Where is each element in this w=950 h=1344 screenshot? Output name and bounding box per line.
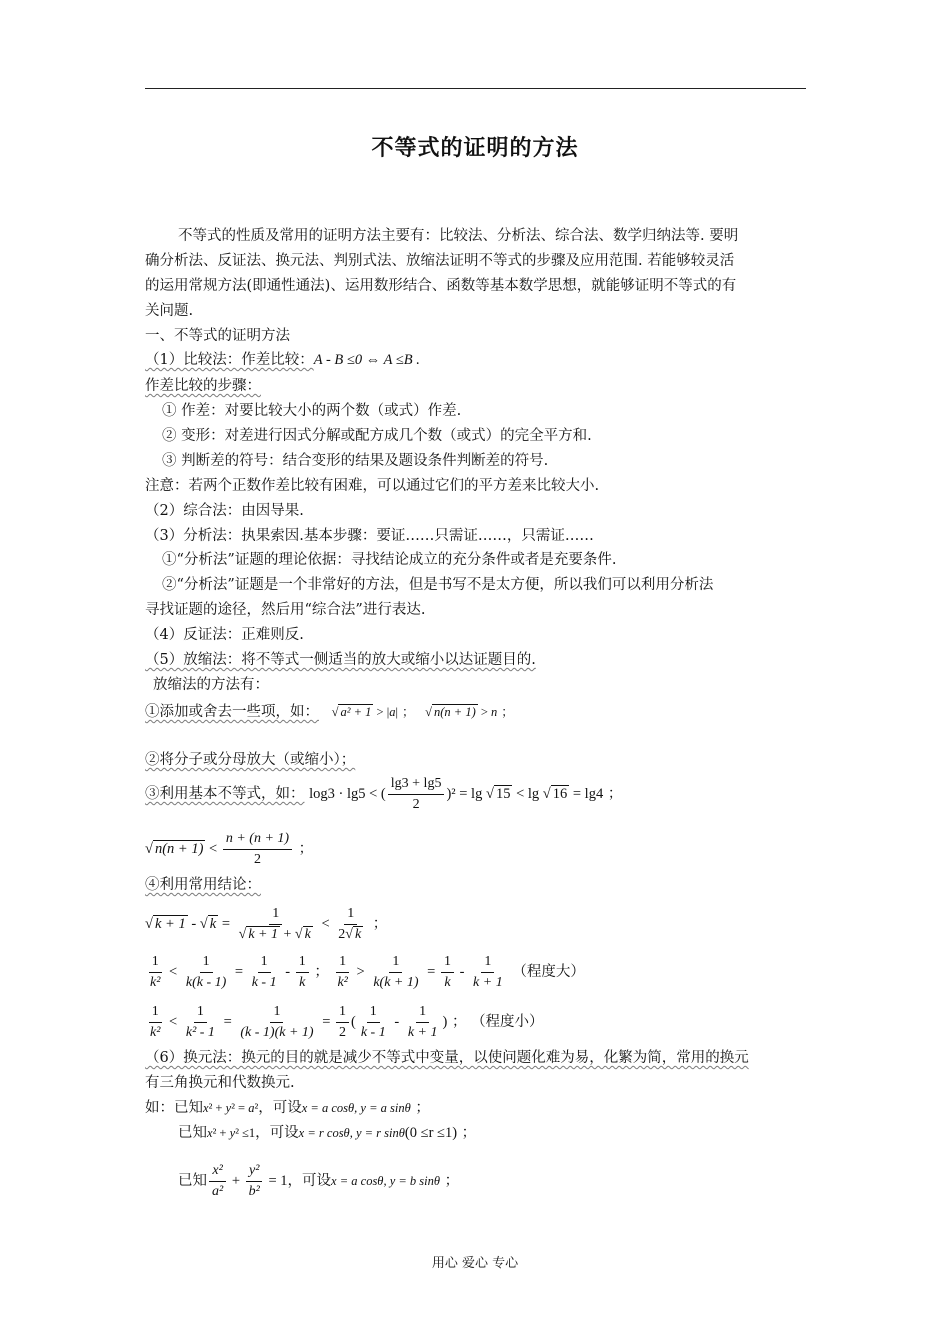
example-3-condition: $\frac{\text{x²}}{\text{a²}}$ + $\frac{\text{y²}}{\text{b²}}$ = 1 <box>207 1173 288 1189</box>
intro-line-2: 确分析法、反证法、换元法、判别式法、放缩法证明不等式的步骤及应用范围. 若能够较灵活 <box>145 253 735 269</box>
example-2-mid: ，可设 <box>255 1125 299 1141</box>
conclusion-3: $\frac{1}{\text{k²}}$ < $\frac{1}{\text{k² - 1}}$ = $\frac{1}{(k - 1)(k + 1)}$ = $\frac{1}{2}$ ( $\frac{1}{k - 1}$ - $\frac{1}{k + 1}$ ) ； （程度小） <box>145 1003 544 1042</box>
scaling-item-1-label: ①添加或舍去一些项，如： <box>145 704 319 720</box>
method-synthesis: （2）综合法：由因导果. <box>145 503 304 519</box>
degree-large: （程度大） <box>512 963 585 980</box>
conclusion-3-formula: $\frac{1}{\text{k²}}$ < $\frac{1}{\text{k² - 1}}$ = $\frac{1}{(k - 1)(k + 1)}$ = $\frac{1}{2}$ ( $\frac{1}{k - 1}$ - $\frac{1}{k + 1}$ ) <box>150 1004 448 1040</box>
method-scaling: （5）放缩法：将不等式一侧适当的放大或缩小以达证题目的. <box>145 652 536 668</box>
example-1b-formula: √ n(n + 1) > n <box>425 705 498 719</box>
page-title: 不等式的证明的方法 <box>371 135 579 161</box>
substitution-example-3: 已知 $\frac{\text{x²}}{\text{a²}}$ + $\frac{\text{y²}}{\text{b²}}$ = 1，可设x = a cosθ, y = b sinθ ； <box>178 1163 460 1199</box>
conclusion-2 <box>145 953 585 992</box>
basic-inequality-formula: log3 · lg5 < ( $\frac{\lg 3 + \lg 5}{2}$ )² = lg √ 15 < lg √ 16 = lg4 <box>309 776 604 812</box>
scaling-subtitle: 放缩法的方法有： <box>153 677 269 693</box>
sqrt-inequality-formula: √ n(n + 1) < $\frac{n + (n + 1)}{2}$ <box>145 841 294 857</box>
method-comparison-label: （1）比较法：作差比较： <box>145 352 314 368</box>
method-substitution-text: （6）换元法：换元的目的就是减少不等式中变量，以使问题化难为易，化繁为简，常用的换元 <box>145 1050 749 1066</box>
section-heading: 一、不等式的证明方法 <box>145 328 290 344</box>
step-2: ② 变形：对差进行因式分解或配方成几个数（或式）的完全平方和. <box>162 428 592 444</box>
method-comparison <box>145 350 420 370</box>
sqrt-inequality: √ n(n + 1) < $\frac{n + (n + 1)}{2}$ ； <box>145 831 314 867</box>
substitution-example-1: 如：已知x² + y² = a²，可设x = a cosθ, y = a sinθ ； <box>145 1100 430 1116</box>
scaling-item-3: ③利用基本不等式，如： log3 · lg5 < ( $\frac{\lg 3 + \lg 5}{2}$ )² = lg √ 15 < lg √ 16 = lg4 ； <box>145 776 623 812</box>
example-2-condition: x² + y² ≤1 <box>207 1126 256 1140</box>
method-analysis: （3）分析法：执果索因.基本步骤：要证……只需证……，只需证…… <box>145 528 594 544</box>
method-contradiction: （4）反证法：正难则反. <box>145 627 304 643</box>
example-1-condition: x² + y² = a² <box>203 1101 259 1115</box>
example-1a-formula: √ a² + 1 > |a| <box>331 705 398 719</box>
analysis-point-2: ②“分析法”证题是一个非常好的方法，但是书写不是太方便，所以我们可以利用分析法 <box>162 577 714 593</box>
example-3-mid: ，可设 <box>287 1172 332 1189</box>
example-1-lead: 如：已知 <box>145 1100 203 1116</box>
example-3-lead: 已知 <box>178 1172 207 1189</box>
degree-small: （程度小） <box>471 1013 544 1030</box>
comparison-formula: A - B ≤0 ⇔ A ≤B . <box>313 352 420 368</box>
example-1-mid: ，可设 <box>258 1100 302 1116</box>
scaling-item-3-label: ③利用基本不等式，如： <box>145 785 305 802</box>
example-3-sub: x = a cosθ, y = b sinθ <box>331 1173 441 1188</box>
conclusion-2-formula: $\frac{1}{\text{k²}}$ < $\frac{1}{k(k - 1)}$ = $\frac{1}{k - 1}$ - $\frac{1}{k}$ ； $\frac{1}{\text{k²}}$ > $\frac{1}{k(k + 1)}$ = $\frac{1}{k}$ - $\frac{1}{k + 1}$ <box>150 954 503 990</box>
header-rule <box>145 88 806 89</box>
analysis-point-2-cont: 寻找证题的途径，然后用“综合法”进行表达. <box>145 602 426 618</box>
method-substitution-cont: 有三角换元和代数换元. <box>145 1075 295 1091</box>
method-substitution <box>145 1048 749 1068</box>
note: 注意：若两个正数作差比较有困难，可以通过它们的平方差来比较大小. <box>145 478 600 494</box>
example-2-lead: 已知 <box>178 1125 207 1141</box>
substitution-example-2: 已知x² + y² ≤1，可设x = r cosθ, y = r sinθ(0 ≤r ≤1) ； <box>178 1125 477 1141</box>
conclusion-1: √ k + 1 - √ k = $\frac{1}{√ k + 1 + √ k}$ < $\frac{1}{2√ k}$ ； <box>145 906 388 942</box>
page-footer: 用心 爱心 专心 <box>431 1256 519 1271</box>
scaling-item-4: ④利用常用结论： <box>145 877 261 893</box>
intro-line-3: 的运用常规方法(即通性通法)、运用数形结合、函数等基本数学思想，就能够证明不等式的有 <box>145 278 737 294</box>
scaling-item-1: ①添加或舍去一些项，如： √ a² + 1 > |a| ； √ n(n + 1) > n ； <box>145 704 514 720</box>
steps-title: 作差比较的步骤： <box>145 378 261 394</box>
conclusion-1-formula: √ k + 1 - √ k = $\frac{1}{√ k + 1 + √ k}$ < $\frac{1}{2√ k}$ <box>145 906 362 942</box>
example-1-sub: x = a cosθ, y = a sinθ <box>301 1101 411 1115</box>
intro-line-4: 关问题. <box>145 303 194 319</box>
step-1: ① 作差：对要比较大小的两个数（或式）作差. <box>162 403 462 419</box>
step-3: ③ 判断差的符号：结合变形的结果及题设条件判断差的符号. <box>162 453 549 469</box>
scaling-item-2: ②将分子或分母放大（或缩小）； <box>145 752 356 768</box>
intro-line-1: 不等式的性质及常用的证明方法主要有：比较法、分析法、综合法、数学归纳法等. 要明 <box>178 228 739 244</box>
example-2-sub: x = r cosθ, y = r sinθ <box>298 1126 405 1140</box>
analysis-point-1: ①“分析法”证题的理论依据：寻找结论成立的充分条件或者是充要条件. <box>162 552 617 568</box>
example-2-range: (0 ≤r ≤1) <box>404 1125 458 1141</box>
